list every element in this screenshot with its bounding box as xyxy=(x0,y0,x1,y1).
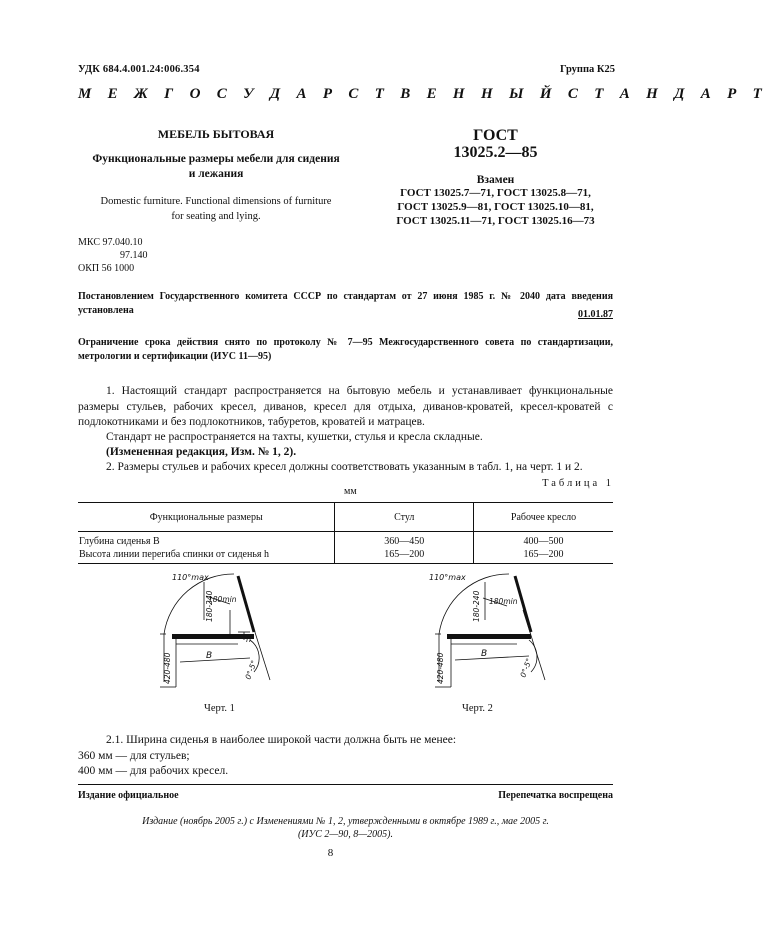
depth-label-1: B xyxy=(206,651,213,661)
table-cell: 400—500 xyxy=(474,532,613,549)
english-title-line-2: for seating and lying. xyxy=(171,211,261,222)
h-label-1: h xyxy=(246,635,252,644)
table-cell: Высота линии перегиба спинки от сиденья h xyxy=(79,549,269,560)
drawing-1-chair xyxy=(150,562,285,697)
english-title-line-1: Domestic furniture. Functional dimensions of furniture xyxy=(100,196,332,207)
decree-text: Постановлением Государственного комитета СССР по стандартам от 27 июня 1985 г. № 2040 дата введения установлена xyxy=(78,291,613,316)
paragraph-2: 2. Размеры стульев и рабочих кресел должны соответствовать указанным в табл. 1, на черт. 1 и 2. xyxy=(106,461,583,473)
backrest-1 xyxy=(238,576,254,632)
dimensions-table xyxy=(78,502,613,564)
okp-code: ОКП 56 1000 xyxy=(78,263,135,274)
table-row xyxy=(78,532,613,549)
paragraph-2-1-line-2: 360 мм — для стульев; xyxy=(78,749,190,762)
tilt-label-1: 0°-5° xyxy=(243,659,259,681)
replaces-line-2: ГОСТ 13025.9—81, ГОСТ 13025.10—81, xyxy=(397,201,594,213)
udk-code: УДК 684.4.001.24:006.354 xyxy=(78,64,200,75)
drawing-1-caption: Черт. 1 xyxy=(204,703,235,714)
table-cell: 360—450 xyxy=(335,532,474,549)
replaces-line-1: ГОСТ 13025.7—71, ГОСТ 13025.8—71, xyxy=(400,187,591,199)
limitation-text: Ограничение срока действия снято по протоколу № 7—95 Межгосударственного совета по стандартизации, метрологии и сертификации (ИУС 11—95) xyxy=(78,337,613,362)
table-unit: мм xyxy=(344,486,357,497)
depth-label-2: B xyxy=(481,649,488,659)
group-code: Группа К25 xyxy=(559,64,615,75)
back-range-label-1: 180-240 xyxy=(205,590,214,622)
subtitle-line-1: Функциональные размеры мебели для сидения xyxy=(92,153,340,165)
seat-height-label-2: 420-480 xyxy=(436,652,445,684)
replaces-label: Взамен xyxy=(476,174,515,186)
min-label-2: 180min xyxy=(489,597,518,606)
table-cell: 165—200 xyxy=(474,548,613,564)
english-title xyxy=(78,194,354,224)
angle-label-2: 110°max xyxy=(429,573,466,582)
seat-1 xyxy=(172,634,254,639)
mks-code: МКС 97.040.10 xyxy=(78,237,143,248)
standard-banner: М Е Ж Г О С У Д А Р С Т В Е Н Н Ы Й С Т А Н Д А Р Т xyxy=(78,86,768,102)
official-edition: Издание официальное xyxy=(78,790,179,801)
subtitle-line-2: и лежания xyxy=(188,168,244,180)
paragraph-1-revision: (Измененная редакция, Изм. № 1, 2). xyxy=(106,446,297,458)
classification-codes xyxy=(78,236,148,275)
edition-line-2: (ИУС 2—90, 8—2005). xyxy=(297,829,394,840)
angle-label-1: 110°max xyxy=(172,573,209,582)
mks-code-2: 97.140 xyxy=(120,250,148,261)
seat-2 xyxy=(447,634,531,639)
paragraph-2-1-line-1: 2.1. Ширина сиденья в наиболее широкой части должна быть не менее: xyxy=(106,734,457,746)
drawing-2-work-chair xyxy=(425,562,560,697)
back-range-label-2: 180-240 xyxy=(472,590,481,622)
min-label-1: 180min xyxy=(208,595,237,604)
table-label: Таблица 1 xyxy=(542,478,614,489)
table-cell: Глубина сиденья B xyxy=(79,536,160,547)
effective-date: 01.01.87 xyxy=(578,309,613,320)
table-header-row xyxy=(78,503,613,532)
edition-line-1: Издание (ноябрь 2005 г.) с Изменениями № 1, 2, утвержденными в октябре 1989 г., мае 2005 г. xyxy=(142,816,549,827)
column-header-dimension: Функциональные размеры xyxy=(78,503,335,532)
tilt-label-2: 0°-5° xyxy=(518,657,534,679)
drawing-2-caption: Черт. 2 xyxy=(462,703,493,714)
column-header-chair: Стул xyxy=(335,503,474,532)
table-cell: 165—200 xyxy=(335,548,474,564)
replaces-line-3: ГОСТ 13025.11—71, ГОСТ 13025.16—73 xyxy=(396,215,595,227)
reprint-prohibited: Перепечатка воспрещена xyxy=(498,790,613,801)
document-title: МЕБЕЛЬ БЫТОВАЯ xyxy=(157,127,275,141)
replaces-list xyxy=(378,186,613,228)
document-subtitle xyxy=(78,152,354,182)
column-header-work-chair: Рабочее кресло xyxy=(474,503,613,532)
seat-height-label-1: 420-480 xyxy=(163,652,172,684)
paragraph-1: 1. Настоящий стандарт распространяется на бытовую мебель и устанавливает функциональные размеры стульев, рабочих кресел, диванов, кресел для отдыха, диванов-кроватей, кресел-кроватей с подлокотниками и без подлокотников, табуретов, кроватей и матрацев. xyxy=(78,385,613,428)
gost-code: 13025.2—85 xyxy=(453,144,538,161)
paragraph-1-exclusions: Стандарт не распространяется на тахты, кушетки, стулья и кресла складные. xyxy=(106,431,483,443)
gost-label: ГОСТ xyxy=(473,127,518,144)
paragraph-2-1 xyxy=(78,733,457,780)
page-number: 8 xyxy=(327,847,334,859)
footer-divider xyxy=(78,784,613,785)
paragraph-2-1-line-3: 400 мм — для рабочих кресел. xyxy=(78,765,229,777)
edition-note xyxy=(78,815,613,841)
gost-number xyxy=(378,127,613,161)
